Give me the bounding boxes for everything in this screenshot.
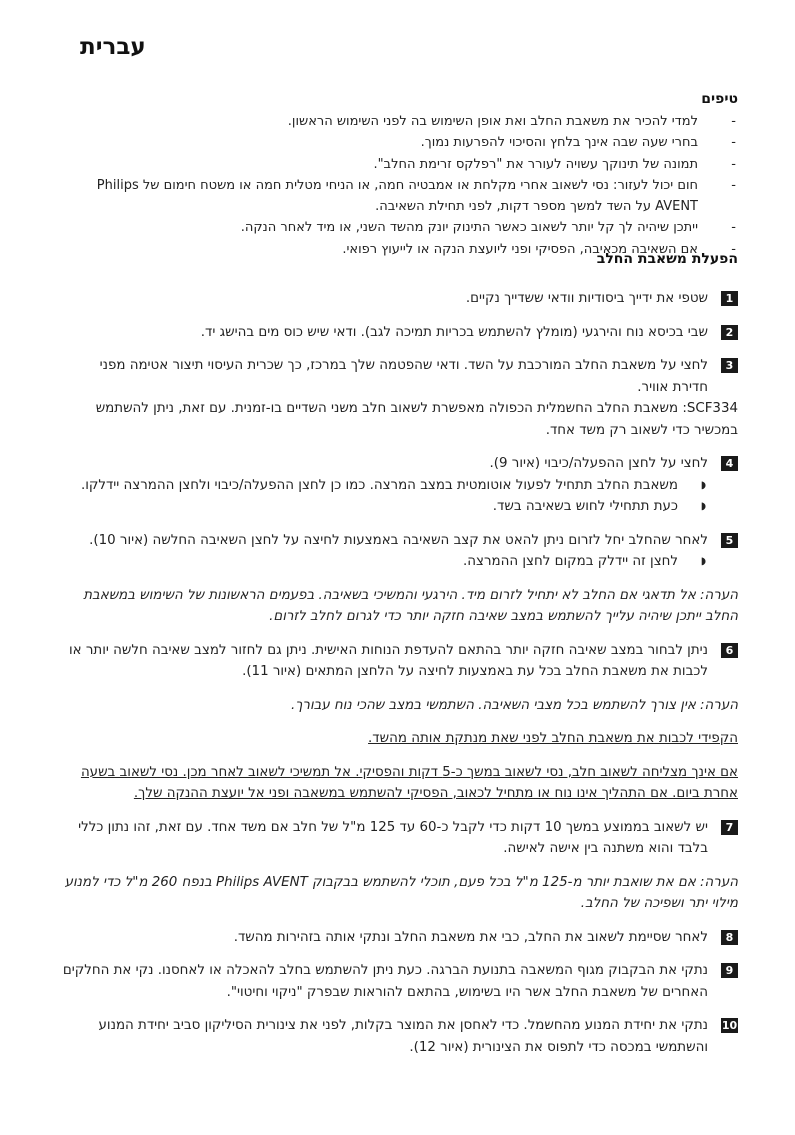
tips-list — [62, 111, 738, 260]
tips-section — [62, 90, 738, 260]
tips-heading: טיפים — [701, 91, 738, 107]
tip-item: - תמונה של תינוקך עשויה לעורר את "רפלקס זרימת החלב". — [62, 154, 738, 175]
step-3 — [62, 355, 738, 398]
scf334-note: SCF334: משאבת החלב החשמלית הכפולה מאפשרת לשאוב חלב משני השדיים בו-זמנית. עם זאת, ניתן להשתמש במכשיר כדי לשאוב רק משד אחד. — [95, 401, 738, 438]
step-text: שבי בכיסא נוח והירגעי (מומלץ להשתמש בכריות תמיכה לגב). ודאי שיש כוס מים בהישג יד. — [200, 324, 708, 340]
step-number: 6 — [721, 643, 738, 658]
tip-item: - חום יכול לעזור: נסי לשאוב אחרי מקלחת או אמבטיה חמה, או הניחי מטלית חמה או משטח חימום של Philips AVENT על השד למשך מספר דקות, לפני תחילת השאיבה. — [62, 175, 738, 218]
step-number: 8 — [721, 930, 738, 945]
tip-item: - בחרי שעה שבה אינך בלחץ והסיכוי להפרעות נמוך. — [62, 132, 738, 153]
note-3: הערה: אם את שואבת יותר מ-125 מ"ל בכל פעם, תוכלי להשתמש בבקבוק Philips AVENT בנפח 260 מ"ל כדי למנוע מילוי יתר ושפיכה של החלב. — [64, 874, 738, 911]
bullet-item: ◗ משאבת החלב תתחיל לפעול אוטומטית במצב המרצה. כמו כן לחצן ההפעלה/כיבוי ולחצן ההמרצה יידלקו. — [62, 475, 708, 497]
step-8 — [62, 927, 738, 949]
step-number: 1 — [721, 291, 738, 306]
step-text: נתקי את יחידת המנוע מהחשמל. כדי לאחסן את המוצר בקלות, לפני את צינורית הסיליקון סביב יחידת המנוע והשתמשי במכסה כדי לתפוס את הצינורית (איור 12). — [98, 1018, 708, 1055]
note-2: הערה: אין צורך להשתמש בכל מצבי השאיבה. השתמשי במצב שהכי נוח עבורך. — [290, 697, 738, 713]
step-text: ניתן לבחור במצב שאיבה חזקה יותר בהתאם להעדפת הנוחות האישית. ניתן גם לחזור למצב שאיבה חלשה יותר או לכבות את משאבת החלב בכל עת באמצעות לחיצה על הלחצן המתאים (איור 11). — [68, 642, 708, 679]
step-7 — [62, 817, 738, 860]
tip-item: - למדי להכיר את משאבת החלב ואת אופן השימוש בה לפני השימוש הראשון. — [62, 111, 738, 132]
step-1 — [62, 288, 738, 310]
step-text: לחצי על משאבת החלב המורכבת על השד. ודאי שהפטמה שלך במרכז, כך שכרית העיסוי תיצור אטימה מפני חדירת אוויר. — [99, 358, 708, 395]
step-6 — [62, 640, 738, 683]
note-1: הערה: אל תדאגי אם החלב לא יתחיל לזרום מיד. הירגעי והמשיכי בשאיבה. בפעמים הראשונות של השימוש במשאבת החלב ייתכן שיהיה עלייך להשתמש במצב שאיבה חזקה יותר כדי לגרום לחלב לזרום. — [83, 587, 738, 624]
step-4 — [62, 453, 738, 518]
bullet-item: ◗ כעת תתחילי לחוש בשאיבה בשד. — [62, 496, 708, 518]
step-text: לחצי על לחצן ההפעלה/כיבוי (איור 9). — [489, 456, 708, 471]
step-5-bullets — [62, 551, 708, 573]
step-number: 3 — [721, 358, 738, 373]
tip-item: - ייתכן שיהיה לך קל יותר לשאוב כאשר התינוק יונק מהשד השני, או מיד לאחר הנקה. — [62, 217, 738, 238]
step-2 — [62, 322, 738, 344]
bullet-item: ◗ לחצן זה יידלק במקום לחצן ההמרצה. — [62, 551, 708, 573]
step-10 — [62, 1015, 738, 1058]
step-4-bullets — [62, 475, 708, 518]
step-number: 7 — [721, 820, 738, 835]
step-number: 2 — [721, 325, 738, 340]
step-number: 9 — [721, 963, 738, 978]
page — [62, 0, 738, 1135]
step-text: שטפי את ידייך ביסודיות וודאי ששדייך נקיים. — [465, 291, 708, 306]
step-9 — [62, 960, 738, 1003]
warning-2: אם אינך מצליחה לשאוב חלב, נסי לשאוב במשך כ-5 דקות והפסיקי. אל תמשיכי לשאוב לאחר מכן. נסי לשאוב בשעה אחרת ביום. אם התהליך אינו נוח או מתחיל לכאוב, הפסיקי להשתמש במשאבה ופני אל יועצת ההנקה שלך. — [80, 764, 738, 801]
step-5 — [62, 530, 738, 573]
warning-1: הקפידי לכבות את משאבת החלב לפני שאת מנתקת אותה מהשד. — [368, 731, 738, 746]
language-title: עברית — [80, 34, 146, 60]
step-number: 4 — [721, 456, 738, 471]
step-text: נתקי את הבקבוק מגוף המשאבה בתנועת הברגה. כעת ניתן להשתמש בחלב להאכלה או לאחסנו. נקי את החלקים האחרים של משאבת החלב אשר היו בשימוש, בהתאם להוראות שבפרק "ניקוי וחיטוי". — [62, 963, 708, 1000]
step-text: לאחר שסיימת לשאוב את החלב, כבי את משאבת החלב ונתקי אותה בזהירות מהשד. — [233, 929, 708, 945]
operation-section — [62, 250, 738, 1070]
step-text: יש לשאוב בממוצע במשך 10 דקות כדי לקבל כ-60 עד 125 מ"ל של חלב אם משד אחד. עם זאת, זהו נתון כללי בלבד והוא משתנה בין אישה לאישה. — [78, 819, 708, 856]
step-number: 5 — [721, 533, 738, 548]
operation-heading: הפעלת משאבת החלב — [596, 251, 738, 267]
step-text: לאחר שהחלב יחל לזרום ניתן להאט את קצב השאיבה באמצעות לחיצה על לחצן השאיבה החלשה (איור 10). — [89, 532, 708, 548]
step-number: 10 — [721, 1019, 738, 1032]
tip-item: - אם השאיבה מכאיבה, הפסיקי ופני ליועצת הנקה או לייעוץ רפואי. — [62, 239, 738, 260]
